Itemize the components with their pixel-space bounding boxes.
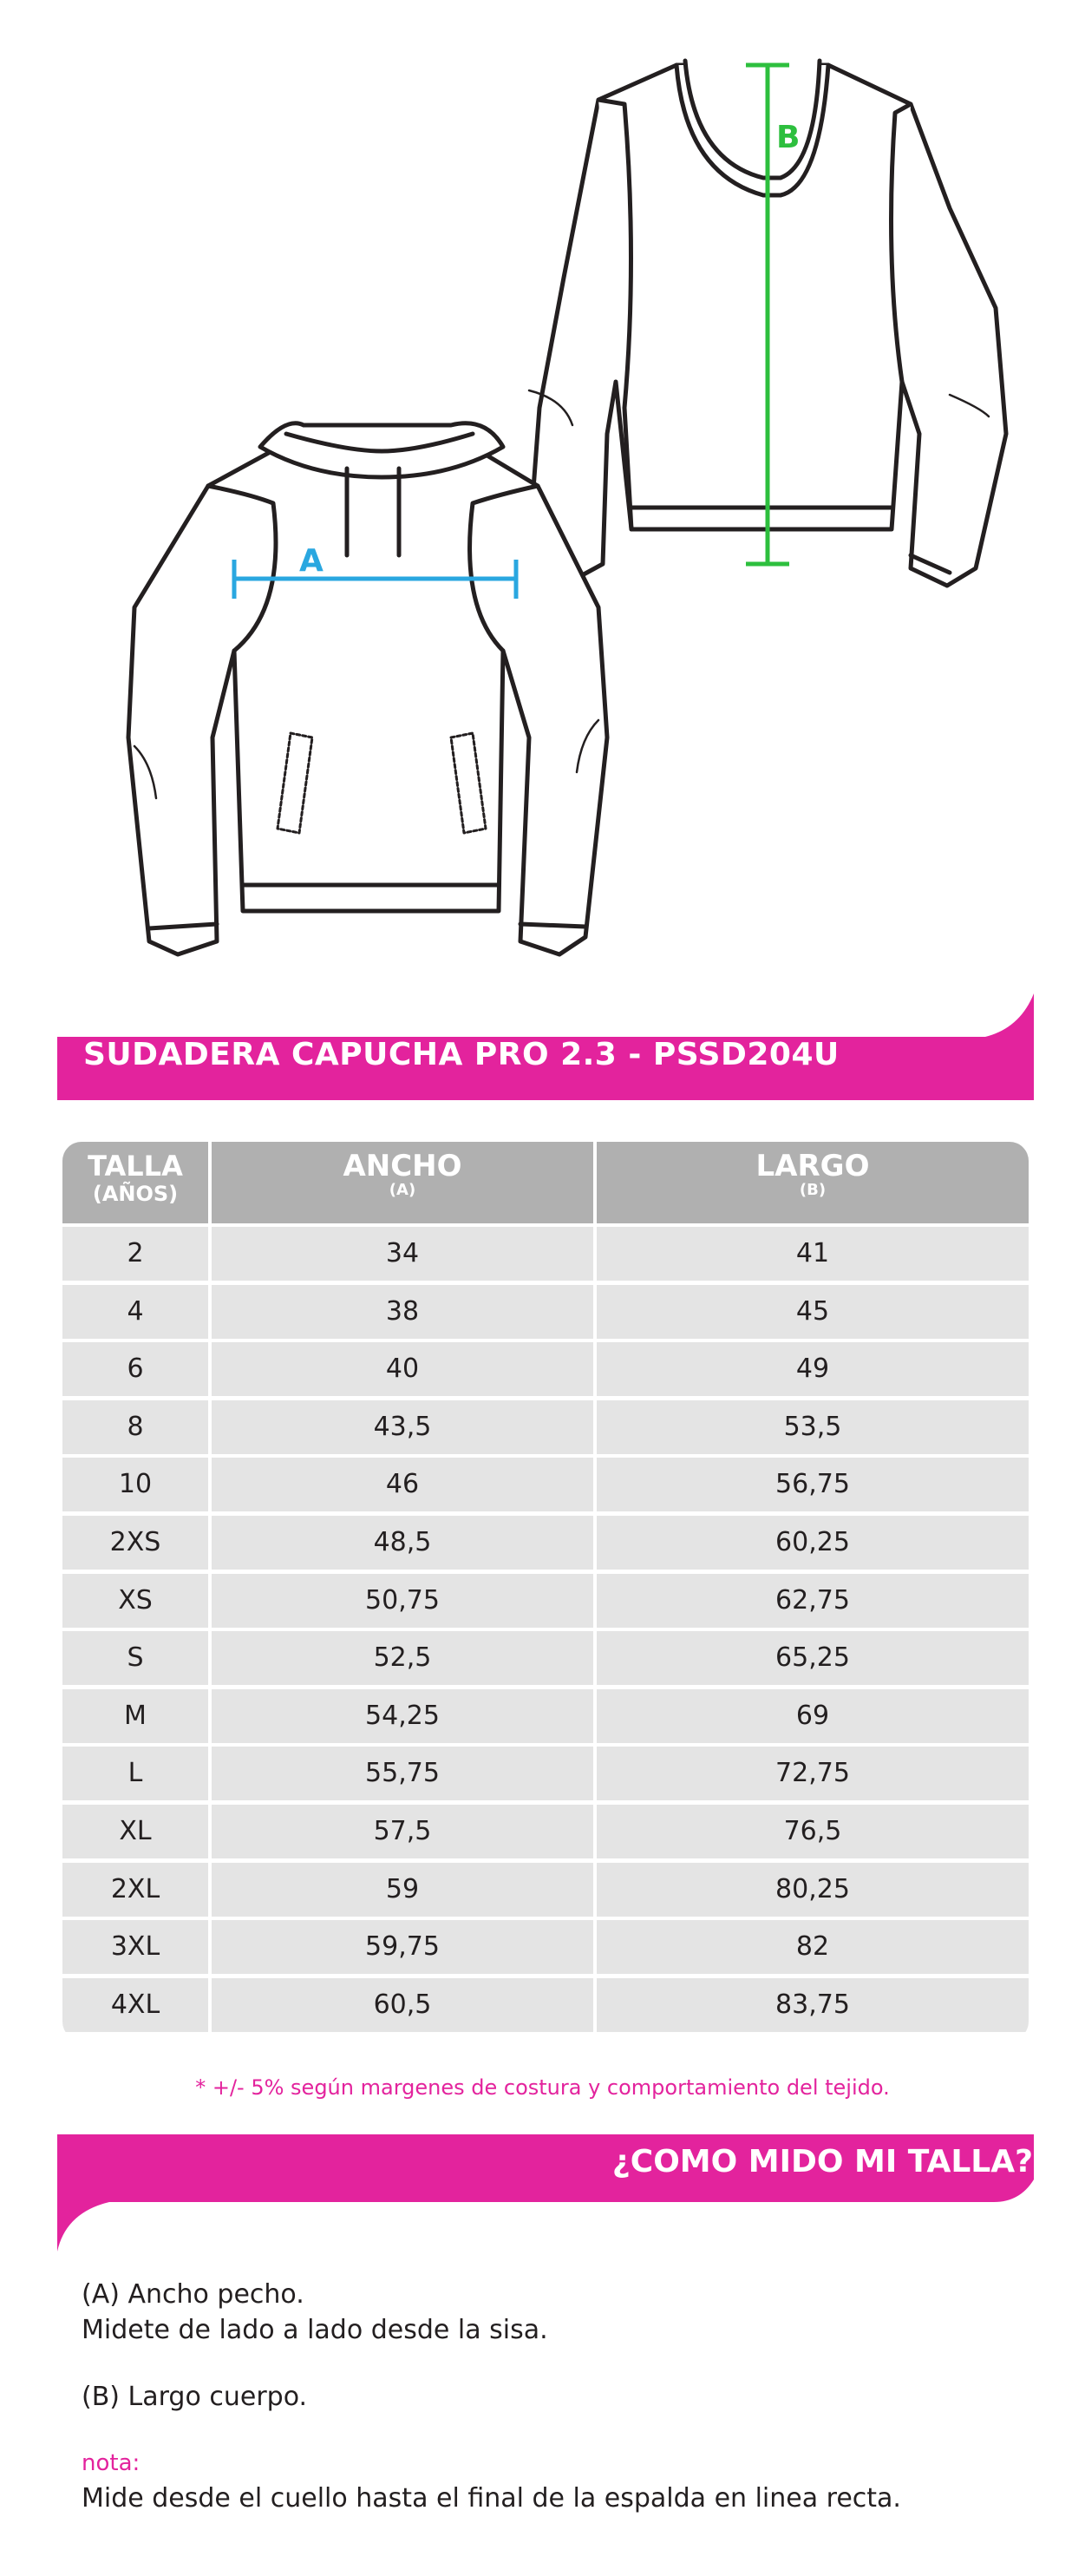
cell-ancho: 57,5 [212,1805,593,1858]
size-table [62,1142,1029,2041]
header-talla [62,1142,208,1223]
cell-largo: 69 [597,1689,1029,1743]
cell-largo: 76,5 [597,1805,1029,1858]
cell-largo: 83,75 [597,1978,1029,2032]
cell-largo: 80,25 [597,1863,1029,1917]
cell-ancho: 43,5 [212,1400,593,1454]
cell-talla: 4XL [62,1978,208,2032]
measure-b-title: (B) Largo cuerpo. [82,2382,308,2412]
measure-a-description: Midete de lado a lado desde la sisa. [82,2315,548,2345]
header-ancho-sub: (A) [389,1181,416,1199]
note-text: Mide desde el cuello hasta el final de la espalda en linea recta. [82,2483,901,2514]
header-talla-sub: (AÑOS) [92,1182,179,1206]
cell-talla: XS [62,1574,208,1628]
cell-ancho: 48,5 [212,1516,593,1570]
cell-largo: 49 [597,1342,1029,1396]
cell-ancho: 59 [212,1863,593,1917]
header-largo-label: LARGO [755,1149,870,1183]
cell-largo: 82 [597,1920,1029,1974]
header-largo-sub: (B) [799,1181,827,1199]
measure-title: ¿COMO MIDO MI TALLA? [611,2144,1033,2179]
cell-largo: 72,75 [597,1747,1029,1800]
cell-ancho: 55,75 [212,1747,593,1800]
cell-ancho: 34 [212,1227,593,1281]
header-largo [597,1142,1029,1223]
cell-ancho: 60,5 [212,1978,593,2032]
footnote: * +/- 5% según margenes de costura y comportamiento del tejido. [195,2075,890,2100]
cell-talla: 3XL [62,1920,208,1974]
cell-talla: L [62,1747,208,1800]
measure-a-label: A [299,543,324,579]
cell-talla: 10 [62,1458,208,1511]
cell-largo: 56,75 [597,1458,1029,1511]
cell-talla: 2XL [62,1863,208,1917]
measure-a-title: (A) Ancho pecho. [82,2279,304,2310]
product-title: SUDADERA CAPUCHA PRO 2.3 - PSSD204U [83,1037,840,1072]
note-label: nota: [82,2450,141,2476]
cell-ancho: 46 [212,1458,593,1511]
cell-talla: 8 [62,1400,208,1454]
header-ancho [212,1142,593,1223]
cell-ancho: 38 [212,1285,593,1339]
cell-talla: S [62,1631,208,1685]
cell-largo: 45 [597,1285,1029,1339]
cell-talla: M [62,1689,208,1743]
hoodie-illustration [0,0,1085,980]
cell-largo: 60,25 [597,1516,1029,1570]
cell-ancho: 50,75 [212,1574,593,1628]
cell-ancho: 40 [212,1342,593,1396]
cell-talla: 2XS [62,1516,208,1570]
cell-talla: 2 [62,1227,208,1281]
header-talla-label: TALLA [88,1150,183,1183]
cell-ancho: 59,75 [212,1920,593,1974]
header-ancho-label: ANCHO [343,1149,462,1183]
cell-largo: 62,75 [597,1574,1029,1628]
cell-largo: 41 [597,1227,1029,1281]
cell-talla: 4 [62,1285,208,1339]
measure-b-label: B [776,120,801,155]
cell-largo: 65,25 [597,1631,1029,1685]
cell-ancho: 54,25 [212,1689,593,1743]
cell-largo: 53,5 [597,1400,1029,1454]
hoodie-front-drawing [128,423,607,954]
cell-ancho: 52,5 [212,1631,593,1685]
cell-talla: XL [62,1805,208,1858]
cell-talla: 6 [62,1342,208,1396]
